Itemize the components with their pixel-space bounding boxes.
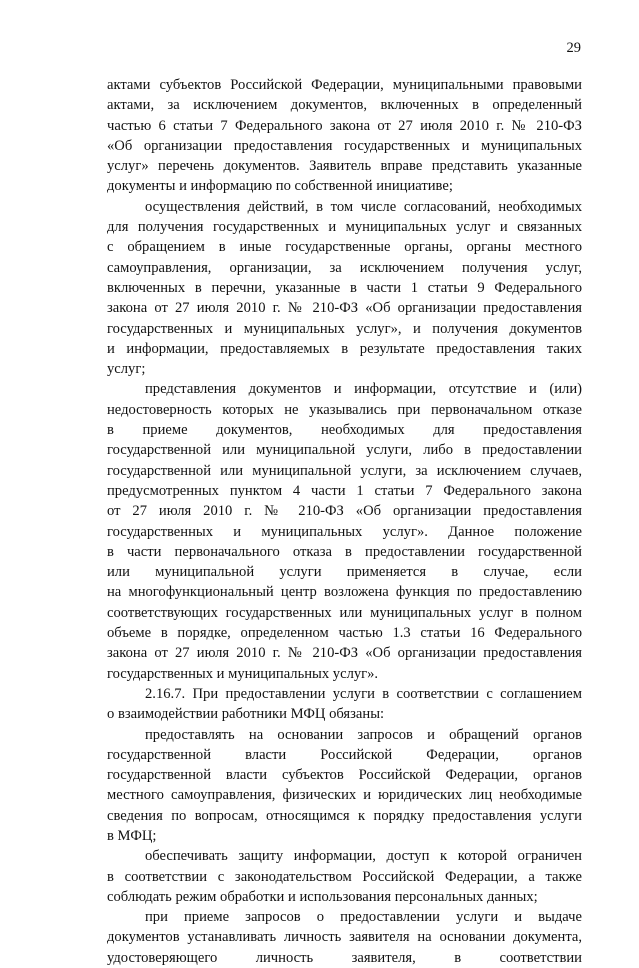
text-line: местного самоуправления, физических и юридических лиц необходимые	[107, 787, 582, 804]
text-line: в соответствии с законодательством Российской Федерации, а также	[107, 868, 582, 885]
text-line: предоставлять на основании запросов и обращений органов	[145, 726, 582, 743]
text-line: закона от 27 июля 2010 г. № 210-ФЗ «Об организации предоставления	[107, 645, 582, 662]
text-line: и информации, предоставляемых в результате предоставления таких	[107, 340, 582, 357]
text-line: услуг;	[107, 361, 146, 378]
text-line: государственной или муниципальной услуги, либо в предоставлении	[107, 442, 582, 459]
text-line: государственных и муниципальных услуг», и получения документов	[107, 320, 582, 337]
text-line: от 27 июля 2010 г. № 210-ФЗ «Об организации предоставления	[107, 503, 582, 520]
text-line: при приеме запросов о предоставлении услуги и выдаче	[145, 909, 582, 926]
text-line: соответствующих государственных или муниципальных услуг в полном	[107, 604, 582, 621]
text-line: 2.16.7. При предоставлении услуги в соответствии с соглашением	[145, 685, 582, 702]
text-line: на многофункциональный центр возложена функция по предоставлению	[107, 584, 582, 601]
text-line: актами, за исключением документов, включенных в определенный	[107, 97, 582, 114]
text-line: удостоверяющего личность заявителя, в соответствии	[107, 949, 582, 966]
text-line: обеспечивать защиту информации, доступ к которой ограничен	[145, 848, 582, 865]
text-line: предусмотренных пунктом 4 части 1 статьи 7 Федерального закона	[107, 482, 582, 499]
text-line: объеме в порядке, определенном частью 1.3 статьи 16 Федерального	[107, 625, 582, 642]
text-line: осуществления действий, в том числе согласований, необходимых	[145, 198, 582, 215]
text-line: самоуправления, организации, за исключением получения услуг,	[107, 259, 582, 276]
text-line: сведения по вопросам, относящимся к порядку предоставления услуги	[107, 807, 582, 824]
text-line: государственной власти субъектов Российской Федерации, органов	[107, 767, 582, 784]
text-line: с обращением в иные государственные органы, органы местного	[107, 239, 582, 256]
text-line: государственной власти Российской Федерации, органов	[107, 746, 582, 763]
text-line: включенных в перечни, указанные в части 1 статьи 9 Федерального	[107, 279, 582, 296]
page-number: 29	[566, 40, 581, 56]
text-line: для получения государственных и муниципальных услуг и связанных	[107, 219, 582, 236]
body-text	[107, 75, 582, 968]
text-line: в приеме документов, необходимых для предоставления	[107, 422, 582, 439]
text-line: соблюдать режим обработки и использования персональных данных;	[107, 888, 538, 905]
text-line: о взаимодействии работники МФЦ обязаны:	[107, 706, 385, 723]
text-line: в части первоначального отказа в предоставлении государственной	[107, 543, 582, 560]
text-line: документов устанавливать личность заявителя на основании документа,	[107, 929, 582, 946]
text-line: «Об организации предоставления государственных и муниципальных	[107, 137, 582, 154]
text-line: актами субъектов Российской Федерации, муниципальными правовыми	[107, 77, 582, 93]
text-line: представления документов и информации, отсутствие и (или)	[145, 381, 582, 398]
text-line: государственных и муниципальных услуг».	[107, 665, 379, 682]
text-line: частью 6 статьи 7 Федерального закона от 27 июля 2010 г. № 210-ФЗ	[107, 117, 582, 134]
text-line: услуг» перечень документов. Заявитель вправе представить указанные	[107, 158, 582, 175]
text-line: закона от 27 июля 2010 г. № 210-ФЗ «Об организации предоставления	[107, 300, 582, 317]
text-line: в МФЦ;	[107, 827, 157, 844]
text-line: государственной или муниципальной услуги, за исключением случаев,	[107, 462, 582, 479]
text-line: государственных и муниципальных услуг». Данное положение	[107, 523, 582, 540]
text-line: документы и информацию по собственной инициативе;	[107, 178, 453, 195]
text-line: недостоверность которых не указывались при первоначальном отказе	[107, 401, 582, 418]
text-line: или муниципальной услуги применяется в случае, если	[107, 564, 582, 581]
